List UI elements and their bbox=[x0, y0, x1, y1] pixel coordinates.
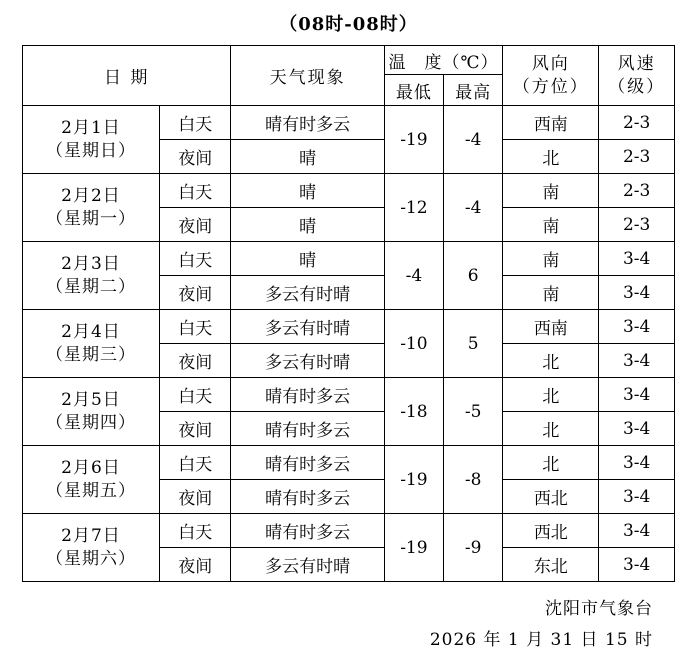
row-temp-min: -18 bbox=[384, 378, 443, 446]
row-daypart-day: 白天 bbox=[159, 446, 231, 480]
row-temp-min: -12 bbox=[384, 174, 443, 242]
header-wind-speed bbox=[599, 46, 675, 106]
row-date-line2: （星期五） bbox=[45, 480, 136, 501]
row-wind-dir-night: 东北 bbox=[503, 548, 599, 582]
row-phenomenon-day: 多云有时晴 bbox=[231, 310, 384, 344]
page-title: （08时-08时） bbox=[279, 14, 418, 35]
row-wind-speed-day: 3-4 bbox=[599, 242, 675, 276]
row-phenomenon-night: 多云有时晴 bbox=[231, 548, 384, 582]
row-daypart-night: 夜间 bbox=[159, 208, 231, 242]
header-temp-min: 最低 bbox=[384, 75, 443, 106]
row-date-line1: 2月6日 bbox=[61, 458, 121, 479]
row-wind-speed-day: 2-3 bbox=[599, 106, 675, 140]
row-date-line2: （星期六） bbox=[45, 548, 136, 569]
row-wind-speed-night: 3-4 bbox=[599, 412, 675, 446]
row-wind-dir-night: 北 bbox=[503, 344, 599, 378]
row-wind-speed-day: 3-4 bbox=[599, 514, 675, 548]
row-daypart-day: 白天 bbox=[159, 106, 231, 140]
row-wind-dir-day: 北 bbox=[503, 446, 599, 480]
row-wind-dir-day: 南 bbox=[503, 174, 599, 208]
row-temp-min: -19 bbox=[384, 514, 443, 582]
row-temp-max: 5 bbox=[444, 310, 503, 378]
row-date-line1: 2月4日 bbox=[61, 322, 121, 343]
row-phenomenon-day: 晴 bbox=[231, 174, 384, 208]
row-wind-speed-day: 3-4 bbox=[599, 378, 675, 412]
row-phenomenon-day: 晴有时多云 bbox=[231, 514, 384, 548]
row-daypart-day: 白天 bbox=[159, 514, 231, 548]
table-row bbox=[23, 106, 675, 140]
table-row bbox=[23, 378, 675, 412]
header-wind-direction-line2: （方位） bbox=[512, 76, 589, 97]
row-date bbox=[23, 174, 160, 242]
row-date bbox=[23, 242, 160, 310]
row-phenomenon-night: 晴有时多云 bbox=[231, 480, 384, 514]
row-date-line2: （星期日） bbox=[45, 140, 136, 161]
row-phenomenon-day: 晴 bbox=[231, 242, 384, 276]
row-daypart-day: 白天 bbox=[159, 174, 231, 208]
row-wind-speed-night: 3-4 bbox=[599, 344, 675, 378]
header-wind-speed-line2: （级） bbox=[608, 76, 666, 97]
row-wind-speed-day: 3-4 bbox=[599, 446, 675, 480]
row-phenomenon-night: 晴 bbox=[231, 140, 384, 174]
row-date bbox=[23, 106, 160, 174]
row-wind-speed-day: 3-4 bbox=[599, 310, 675, 344]
row-date-line2: （星期四） bbox=[45, 412, 136, 433]
row-wind-speed-night: 3-4 bbox=[599, 276, 675, 310]
row-date bbox=[23, 446, 160, 514]
row-wind-dir-night: 南 bbox=[503, 276, 599, 310]
row-daypart-day: 白天 bbox=[159, 378, 231, 412]
row-temp-min: -19 bbox=[384, 106, 443, 174]
table-row bbox=[23, 174, 675, 208]
weather-forecast-table bbox=[22, 45, 675, 582]
row-temp-min: -4 bbox=[384, 242, 443, 310]
row-wind-dir-night: 南 bbox=[503, 208, 599, 242]
row-date-line2: （星期二） bbox=[45, 276, 136, 297]
table-row bbox=[23, 446, 675, 480]
row-wind-speed-night: 3-4 bbox=[599, 548, 675, 582]
row-phenomenon-night: 晴有时多云 bbox=[231, 412, 384, 446]
row-date-line1: 2月1日 bbox=[61, 118, 121, 139]
row-date bbox=[23, 310, 160, 378]
row-temp-max: -8 bbox=[444, 446, 503, 514]
footer-issued-at: 2026 年 1 月 31 日 15 时 bbox=[429, 629, 653, 650]
row-temp-max: -4 bbox=[444, 106, 503, 174]
row-phenomenon-day: 晴有时多云 bbox=[231, 106, 384, 140]
row-daypart-day: 白天 bbox=[159, 242, 231, 276]
row-temp-max: -5 bbox=[444, 378, 503, 446]
row-wind-dir-night: 北 bbox=[503, 412, 599, 446]
row-date bbox=[23, 514, 160, 582]
table-body bbox=[23, 106, 675, 582]
table-row bbox=[23, 310, 675, 344]
row-daypart-day: 白天 bbox=[159, 310, 231, 344]
row-daypart-night: 夜间 bbox=[159, 480, 231, 514]
row-wind-dir-day: 西北 bbox=[503, 514, 599, 548]
row-wind-dir-day: 北 bbox=[503, 378, 599, 412]
footer bbox=[0, 594, 697, 655]
row-date-line1: 2月3日 bbox=[61, 254, 121, 275]
row-wind-dir-day: 西南 bbox=[503, 310, 599, 344]
row-temp-min: -10 bbox=[384, 310, 443, 378]
row-temp-max: 6 bbox=[444, 242, 503, 310]
row-date-line1: 2月2日 bbox=[61, 186, 121, 207]
header-wind-speed-line1: 风速 bbox=[617, 53, 656, 74]
row-wind-dir-day: 南 bbox=[503, 242, 599, 276]
row-wind-speed-night: 2-3 bbox=[599, 140, 675, 174]
row-phenomenon-day: 晴有时多云 bbox=[231, 446, 384, 480]
header-phenomenon: 天气现象 bbox=[231, 46, 384, 106]
table-header bbox=[23, 46, 675, 106]
header-date: 日 期 bbox=[23, 46, 231, 106]
table-row bbox=[23, 514, 675, 548]
row-phenomenon-day: 晴有时多云 bbox=[231, 378, 384, 412]
row-wind-dir-day: 西南 bbox=[503, 106, 599, 140]
row-daypart-night: 夜间 bbox=[159, 548, 231, 582]
footer-issuer: 沈阳市气象台 bbox=[545, 599, 653, 619]
row-date-line1: 2月5日 bbox=[61, 390, 121, 411]
row-temp-max: -9 bbox=[444, 514, 503, 582]
row-date bbox=[23, 378, 160, 446]
row-wind-speed-night: 2-3 bbox=[599, 208, 675, 242]
row-date-line2: （星期三） bbox=[45, 344, 136, 365]
row-wind-dir-night: 西北 bbox=[503, 480, 599, 514]
row-temp-min: -19 bbox=[384, 446, 443, 514]
row-wind-speed-night: 3-4 bbox=[599, 480, 675, 514]
row-phenomenon-night: 晴 bbox=[231, 208, 384, 242]
header-wind-direction bbox=[503, 46, 599, 106]
row-temp-max: -4 bbox=[444, 174, 503, 242]
row-phenomenon-night: 多云有时晴 bbox=[231, 276, 384, 310]
table-row bbox=[23, 242, 675, 276]
header-wind-direction-line1: 风向 bbox=[531, 53, 570, 74]
row-daypart-night: 夜间 bbox=[159, 344, 231, 378]
header-temp-max: 最高 bbox=[444, 75, 503, 106]
row-wind-speed-day: 2-3 bbox=[599, 174, 675, 208]
row-phenomenon-night: 多云有时晴 bbox=[231, 344, 384, 378]
row-daypart-night: 夜间 bbox=[159, 412, 231, 446]
row-wind-dir-night: 北 bbox=[503, 140, 599, 174]
row-date-line1: 2月7日 bbox=[61, 526, 121, 547]
row-date-line2: （星期一） bbox=[45, 208, 136, 229]
header-temperature: 温 度（℃） bbox=[384, 46, 503, 75]
row-daypart-night: 夜间 bbox=[159, 140, 231, 174]
row-daypart-night: 夜间 bbox=[159, 276, 231, 310]
